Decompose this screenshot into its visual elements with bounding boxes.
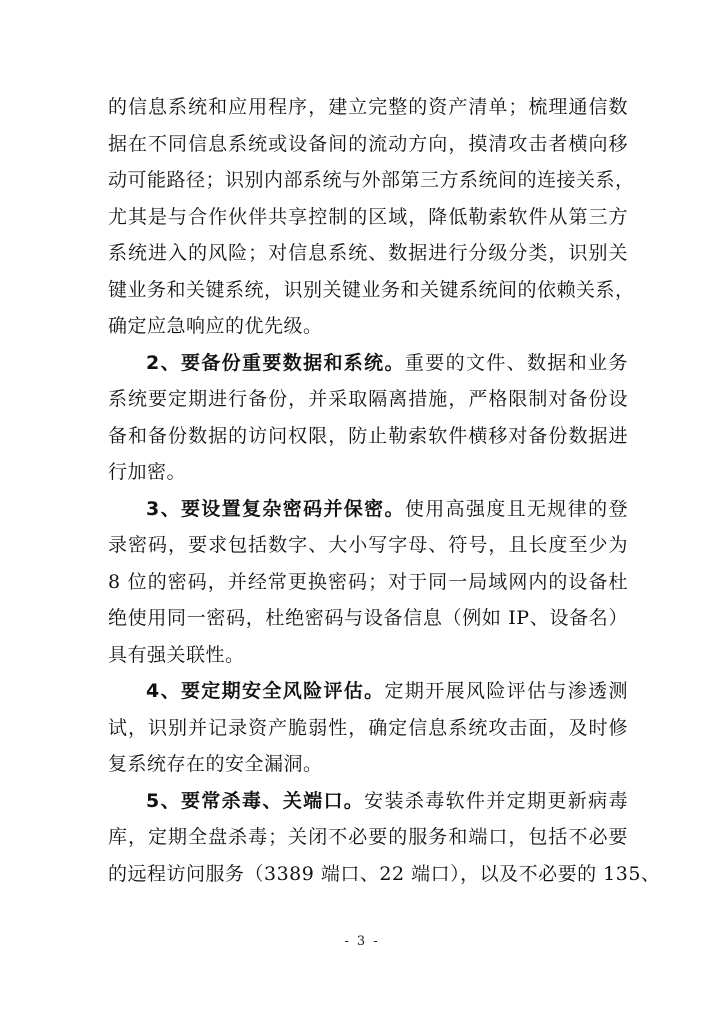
- item-4-heading: 4、要定期安全风险评估。: [146, 680, 385, 702]
- document-body: [108, 89, 661, 892]
- text-line: 的信息系统和应用程序，建立完整的资产清单；梳理通信数: [108, 96, 628, 118]
- item-5-text: 安装杀毒软件并定期更新病毒: [364, 789, 628, 812]
- text-line: 键业务和关键系统，识别关键业务和关键系统间的依赖关系，: [108, 278, 635, 301]
- text-line: 8 位的密码，并经常更换密码；对于同一局域网内的设备杜: [108, 570, 628, 593]
- item-2-first-line: [108, 345, 628, 382]
- text-line: 试，识别并记录资产脆弱性，确定信息系统攻击面，及时修: [108, 716, 628, 739]
- text-line: 确定应急响应的优先级。: [108, 315, 323, 337]
- item-3-text: 使用高强度且无规律的登: [404, 497, 628, 520]
- item-4-first-line: [108, 673, 628, 710]
- text-line: 复系统存在的安全漏洞。: [108, 753, 323, 775]
- text-line: 录密码，要求包括数字、大小写字母、符号，且长度至少为: [108, 534, 628, 556]
- item-3-heading: 3、要设置复杂密码并保密。: [146, 497, 405, 520]
- item-4-text: 定期开展风险评估与渗透测: [384, 680, 628, 702]
- text-line: 系统要定期进行备份，并采取隔离措施，严格限制对备份设: [108, 388, 628, 410]
- text-line: 库，定期全盘杀毒；关闭不必要的服务和端口，包括不必要: [108, 826, 628, 848]
- item-5-first-line: [108, 783, 628, 820]
- text-line: 具有强关联性。: [108, 643, 245, 666]
- text-line: 尤其是与合作伙伴共享控制的区域，降低勒索软件从第三方: [108, 205, 628, 228]
- text-line: 绝使用同一密码，杜绝密码与设备信息（例如 IP、设备名）: [108, 607, 628, 629]
- text-line: 的远程访问服务（3389 端口、22 端口），以及不必要的 135、: [108, 862, 661, 885]
- item-2-text: 重要的文件、数据和业务: [404, 351, 628, 374]
- item-3-first-line: [108, 491, 628, 528]
- text-line: 系统进入的风险；对信息系统、数据进行分级分类，识别关: [108, 242, 628, 264]
- item-2-heading: 2、要备份重要数据和系统。: [146, 351, 405, 374]
- text-line: 动可能路径；识别内部系统与外部第三方系统间的连接关系，: [108, 169, 635, 191]
- text-line: 行加密。: [108, 461, 187, 483]
- item-5-heading: 5、要常杀毒、关端口。: [146, 789, 365, 812]
- page-number: - 3 -: [344, 934, 380, 949]
- text-line: 备和备份数据的访问权限，防止勒索软件横移对备份数据进: [108, 424, 628, 447]
- text-line: 据在不同信息系统或设备间的流动方向，摸清攻击者横向移: [108, 132, 628, 155]
